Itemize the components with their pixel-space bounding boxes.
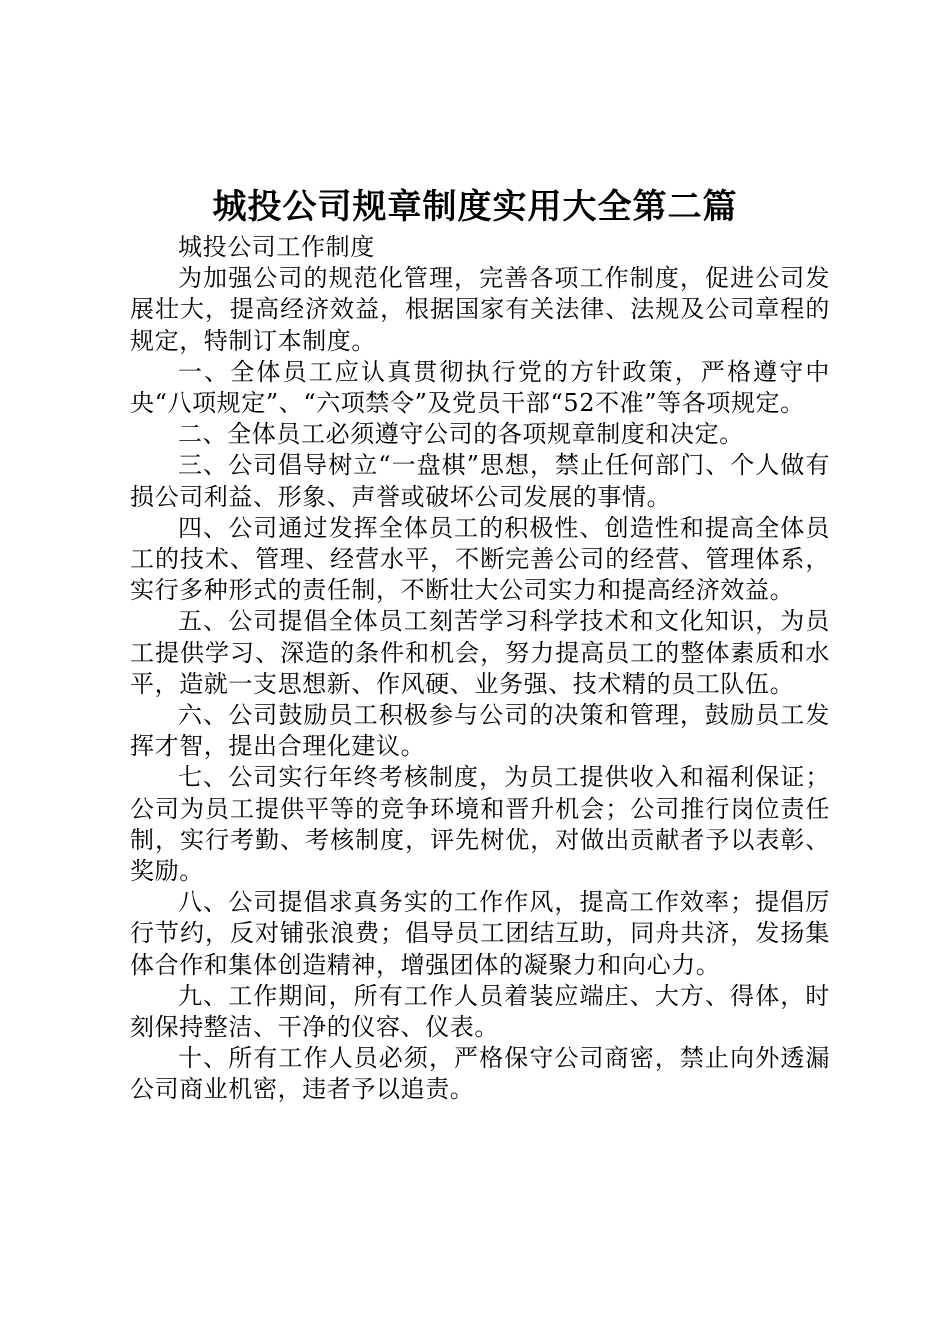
- paragraph-rule-3: 三、公司倡导树立“一盘棋”思想，禁止任何部门、个人做有损公司利益、形象、声誉或破坏公司发展的事情。: [130, 451, 830, 511]
- paragraph-rule-6: 六、公司鼓励员工积极参与公司的决策和管理，鼓励员工发挥才智，提出合理化建议。: [130, 701, 830, 761]
- paragraph-subtitle: 城投公司工作制度: [178, 233, 375, 261]
- document-body: [130, 232, 830, 1106]
- paragraph-rule-8: 八、公司提倡求真务实的工作作风，提高工作效率；提倡厉行节约，反对铺张浪费；倡导员工团结互助，同舟共济，发扬集体合作和集体创造精神，增强团体的凝聚力和向心力。: [130, 888, 830, 979]
- paragraph-rule-10: 十、所有工作人员必须，严格保守公司商密，禁止向外透漏公司商业机密，违者予以追责。: [130, 1044, 830, 1104]
- paragraph-rule-4: 四、公司通过发挥全体员工的积极性、创造性和提高全体员工的技术、管理、经营水平，不断完善公司的经营、管理体系，实行多种形式的责任制，不断壮大公司实力和提高经济效益。: [130, 513, 830, 605]
- paragraph-rule-7: 七、公司实行年终考核制度，为员工提供收入和福利保证；公司为员工提供平等的竞争环境和晋升机会；公司推行岗位责任制，实行考勤、考核制度，评先树优，对做出贡献者予以表彰、奖励。: [130, 763, 830, 886]
- paragraph-rule-5: 五、公司提倡全体员工刻苦学习科学技术和文化知识，为员工提供学习、深造的条件和机会，努力提高员工的整体素质和水平，造就一支思想新、作风硬、业务强、技术精的员工队伍。: [130, 607, 830, 698]
- paragraph-rule-1: 一、全体员工应认真贯彻执行党的方针政策，严格遵守中央“八项规定”、“六项禁令”及党员干部“52不准”等各项规定。: [130, 357, 830, 418]
- paragraph-rule-9: 九、工作期间，所有工作人员着装应端庄、大方、得体，时刻保持整洁、干净的仪容、仪表。: [130, 981, 830, 1042]
- document-title: 城投公司规章制度实用大全第二篇: [212, 187, 738, 227]
- paragraph-rule-2: 二、全体员工必须遵守公司的各项规章制度和决定。: [178, 420, 744, 449]
- paragraph-intro: 为加强公司的规范化管理，完善各项工作制度，促进公司发展壮大，提高经济效益，根据国家有关法律、法规及公司章程的规定，特制订本制度。: [130, 264, 830, 355]
